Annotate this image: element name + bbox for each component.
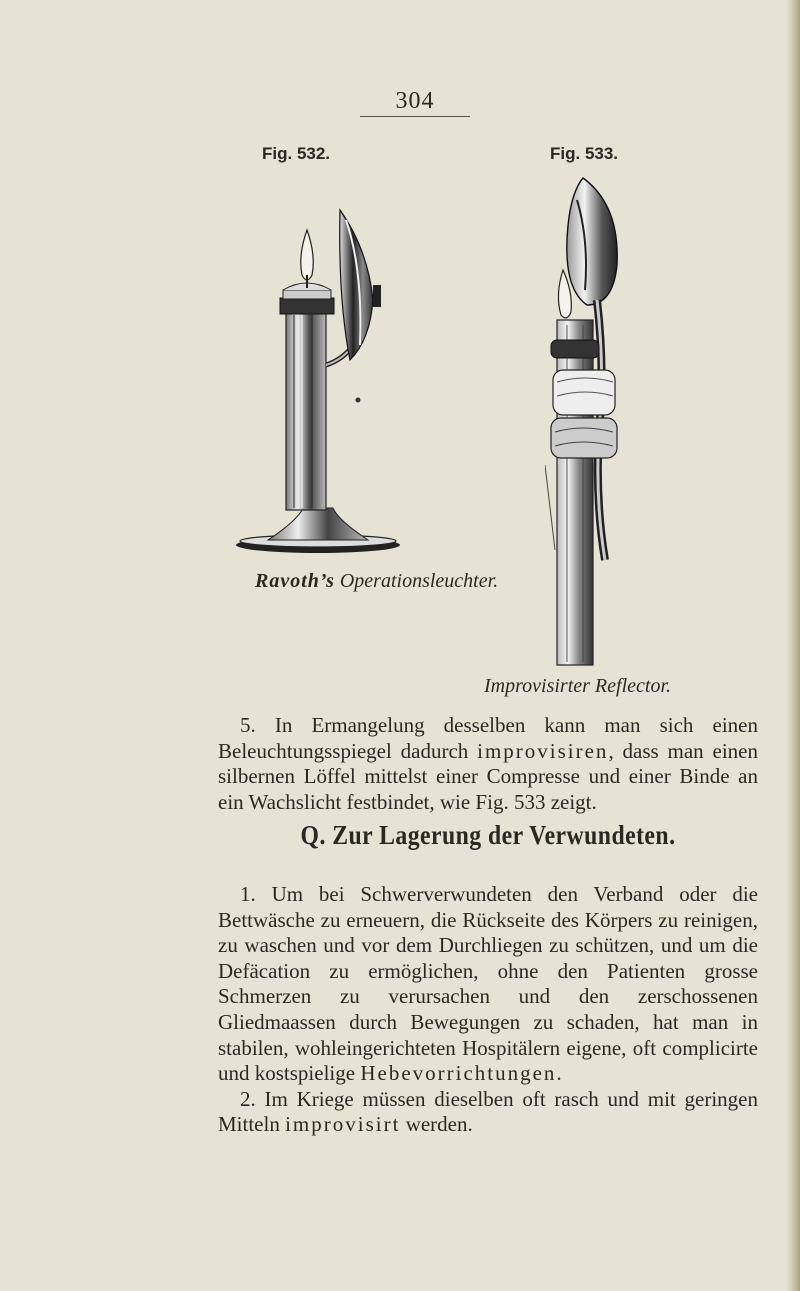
paragraph-2-text-start: 2. Im Kriege müssen dieselben oft rasch und mit geringen Mitteln	[218, 1086, 758, 1137]
paragraph-2	[218, 1087, 758, 1138]
figure-532-caption	[255, 570, 498, 593]
paragraph-2-text-end: werden.	[400, 1112, 473, 1137]
paragraph-1-emphasis: Hebevorrichtungen	[360, 1061, 557, 1086]
caption-part-a: Improvisirter	[484, 675, 590, 697]
paragraph-2-emphasis: improvisirt	[285, 1112, 401, 1137]
paragraph-5-text-end: , dass man einen silbernen Löffel mittelst einer Compresse und einer Binde an ein Wachslicht festbindet, wie Fig. 533 zeigt.	[218, 738, 758, 814]
caption-device-name: Operationsleuchter.	[339, 570, 499, 592]
section-body	[218, 882, 758, 1138]
paragraph-1	[218, 882, 758, 1087]
caption-part-b: Reflector.	[594, 675, 672, 697]
paragraph-1-text-end: .	[556, 1061, 562, 1086]
spoon-reflector-candle-icon	[545, 170, 635, 675]
paragraph-5-emphasis: improvisiren	[477, 738, 609, 763]
figure-533-label: Fig. 533.	[550, 144, 619, 163]
caption-inventor-name: Ravoth’s	[255, 570, 335, 592]
paragraph-1-text-start: 1. Um bei Schwerverwundeten den Verband oder die Bettwäsche zu erneuern, die Rückseite des Körpers zu reinigen, zu waschen und vor dem Durchliegen zu schützen, und um die Defäcation zu ermöglichen, ohne den Patienten grosse Schmerzen zu verursachen und den zerschossenen Gliedmaassen durch Bewegungen zu schaden, hat man in stabilen, wohleingerichteten Hospitälern eigene, oft complicirte und kostspielige	[218, 882, 758, 1086]
section-heading: Q. Zur Lagerung der Verwundeten.	[300, 820, 676, 850]
paragraph-5	[218, 713, 758, 815]
page-number: 304	[360, 88, 470, 117]
operating-lamp-icon	[228, 190, 408, 560]
figure-533-caption	[484, 675, 671, 698]
figure-532-label: Fig. 532.	[262, 144, 331, 163]
page-edge	[786, 0, 800, 1291]
paragraph-5-text-start: 5. In Ermangelung desselben kann man sich einen Beleuchtungsspiegel dadurch	[218, 713, 758, 763]
